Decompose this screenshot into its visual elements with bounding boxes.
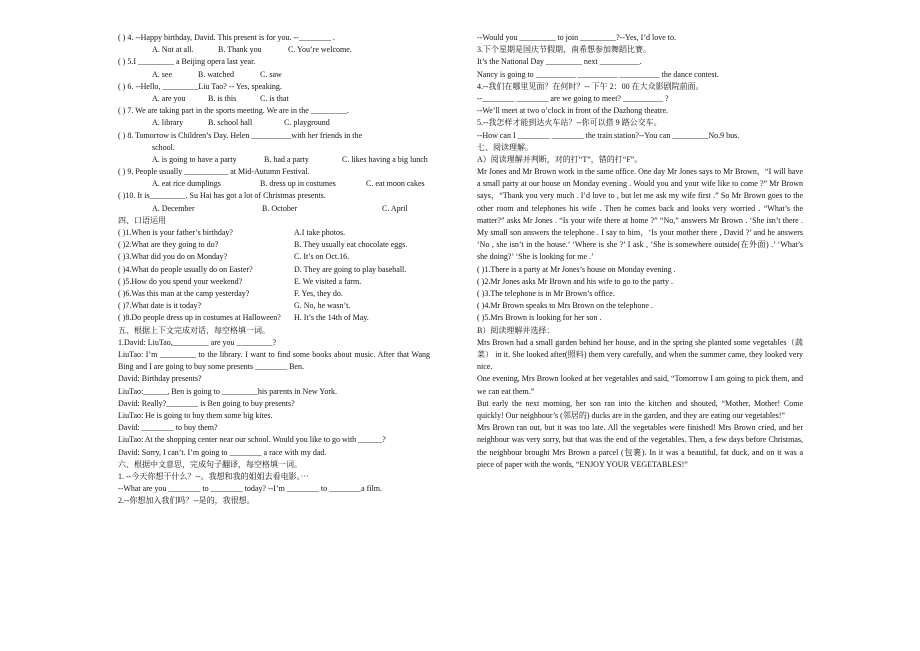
question-stem-cont: school.: [152, 142, 175, 152]
matching-answer: C. It’s on Oct.16.: [294, 252, 350, 262]
matching-question: ( )2.What are they going to do?: [118, 240, 219, 250]
right-column: [477, 32, 803, 471]
translation-line: --How can I ________ ________ the train station?--You can _________No.9 bus.: [477, 130, 740, 140]
matching-question: ( )4.What do people usually do on Easter?: [118, 264, 253, 274]
dialogue-line: LiuTao: He is going to buy them some big kites.: [118, 410, 273, 420]
question-stem: ( ) 4. --Happy birthday, David. This present is for you. --________ .: [118, 33, 335, 42]
matching-row: [118, 227, 430, 239]
translation-line: 2.--你想加入我们吗？--是的，我很想。: [118, 496, 255, 506]
matching-question: ( )5.How do you spend your weekend?: [118, 276, 243, 286]
answer-options: [118, 178, 430, 190]
answer-option: B. October: [262, 203, 298, 213]
question-stem: ( ) 6. --Hello, _________Liu Tao? -- Yes, speaking.: [118, 81, 282, 91]
answer-option: A. library: [152, 118, 184, 128]
part-b-title: B）阅读理解并选择：: [477, 325, 555, 335]
true-false-statement: ( )4.Mr Brown speaks to Mrs Brown on the telephone .: [477, 301, 653, 311]
answer-options: [118, 69, 430, 81]
matching-row: [118, 288, 430, 300]
passage-b-paragraph: Mrs Brown ran out, but it was too late. All the vegetables were finished! Mrs Brown cried, and her neighbour was very sorry, but that was the end of the vegetables. Then, a few days before Christmas, the neighbour brought Mrs Brown a parcel (包裹). In it was a beautiful, fat duck, and on it was a piece of paper with the words, “ENJOY YOUR VEGETABLES!”: [477, 423, 803, 469]
translation-line: --Would you _________ to join _________?--Yes, I’d love to.: [477, 33, 676, 42]
translation-line: 5.--我怎样才能到达火车站？--你可以搭 9 路公交车。: [477, 118, 662, 128]
answer-options: [118, 93, 430, 105]
translation-section: [118, 471, 430, 508]
answer-option: C. playground: [284, 118, 330, 128]
answer-option: B. is this: [208, 93, 237, 103]
matching-row: [118, 251, 430, 263]
answer-option: B. Thank you: [218, 45, 262, 55]
matching-row: [118, 239, 430, 251]
matching-question: ( )7.What date is it today?: [118, 301, 202, 311]
section6-title: 六、根据中文意思，完成句子翻译，每空格填一词。: [118, 459, 302, 469]
matching-question: ( )8.Do people dress up in costumes at Halloween?: [118, 313, 281, 323]
answer-option: A. December: [152, 203, 195, 213]
translation-line: Nancy is going to __________ __________ __________ the dance contest.: [477, 69, 719, 79]
question-stem: ( ) 7. We are taking part in the sports meeting. We are in the _________.: [118, 106, 349, 116]
translation-line: 4.--我们在哪里见面？在何时？-- 下午 2：00 在大众影剧院前面。: [477, 81, 704, 91]
question-stem: ( )10. It is_________. Su Hai has got a lot of Christmas presents.: [118, 191, 326, 201]
matching-answer: A.I take photos.: [294, 228, 346, 237]
translation-line: --What are you ________ to ________ today? --I’m ________ to ________a film.: [118, 484, 382, 494]
true-false-statement: ( )1.There is a party at Mr Jones’s house on Monday evening .: [477, 264, 676, 274]
answer-option: C. likes having a big lunch: [342, 154, 428, 164]
translation-line: It’s the National Day _________ next __________.: [477, 57, 642, 67]
translation-line: --We’ll meet at two o’clock in front of the Dazhong theatre.: [477, 106, 669, 116]
true-false-statement: ( )2.Mr Jones asks Mr Brown and his wife to go to the party .: [477, 276, 673, 286]
matching-answer: F. Yes, they do.: [294, 288, 343, 298]
question-stem: ( ) 9. People usually ___________ at Mid-Autumn Festival.: [118, 167, 310, 177]
true-false-statement: ( )5.Mrs Brown is looking for her son .: [477, 313, 602, 323]
multiple-choice-section: [118, 32, 430, 215]
answer-option: C. saw: [260, 69, 282, 79]
passage-b-paragraph: But early the next morning, her son ran into the kitchen and shouted, “Mother, Mother! Come quickly! Our neighbour’s (邻居的) ducks are in the garden, and they are eating our vegetables!”: [477, 398, 803, 421]
true-false-statement: ( )3.The telephone is in Mr Brown’s office.: [477, 289, 615, 299]
dialogue-line: 1.David: LiuTao,_________ are you _________?: [118, 337, 277, 347]
answer-option: B. had a party: [264, 154, 309, 164]
dialogue-line: David: Birthday presents?: [118, 374, 202, 384]
matching-answer: B. They usually eat chocolate eggs.: [294, 240, 408, 250]
matching-row: [118, 264, 430, 276]
passage-a: Mr Jones and Mr Brown work in the same office. One day Mr Jones says to Mr Brown，“I will have a small party at our house on Monday evening . Would you and your wife like to come ?” Mr Brown says，“Thank you very much . I’d love to , but let me ask my wife first .” So Mr Brown goes to the other room and telephones his wife . Then he comes back and looks very worried . “What’s the matter?” asks Mr Jones . “Is your wife there at home ?” “No,” answers Mr Brown . ‘She isn’t there . My small son answers the telephone . I say to him，‘Is your mother there , David ?’ and he answers ‘No , she isn’t in the house.’ ‘Where is she ?’ I ask , ‘She is somewhere outside(在外面) .’ ‘What’s she doing?’ ‘She is looking for me .’: [477, 167, 803, 262]
translation-line: --________ ________ are we going to meet? __________ ?: [477, 93, 669, 103]
answer-option: A. are you: [152, 93, 186, 103]
answer-options: [118, 154, 430, 166]
dialogue-line: LiuTao: I’m _________ to the library. I want to find some books about music. After that Wang Bing and I are going to buy some presents ________ Ben.: [118, 349, 430, 372]
matching-section: [118, 227, 430, 325]
section5-title: 五、根据上下文完成对话，每空格填一词。: [118, 325, 270, 335]
dialogue-line: David: Really?________ is Ben going to buy presents?: [118, 398, 295, 408]
passage-b-paragraph: Mrs Brown had a small garden behind her house, and in the spring she planted some vegetables（蔬菜） in it. She looked after(照料) them very carefully, and when the summer came, they looked very nice.: [477, 337, 803, 372]
answer-option: C. You’re welcome.: [288, 45, 352, 55]
answer-option: B. dress up in costumes: [260, 179, 336, 189]
translation-line: 1. --今天你想干什么？--。我想和我的姐姐去看电影。···: [118, 471, 309, 481]
question-stem: ( ) 5.I _________ a Beijing opera last year.: [118, 57, 256, 67]
answer-option: C. April: [382, 203, 408, 213]
matching-row: [118, 276, 430, 288]
matching-question: ( )3.What did you do on Monday?: [118, 252, 228, 262]
answer-option: B. watched: [198, 69, 234, 79]
answer-option: C. is that: [260, 93, 289, 103]
answer-option: C. eat moon cakes: [366, 179, 425, 189]
dialogue-section: [118, 337, 430, 459]
true-false-section: [477, 264, 803, 325]
passage-b: [477, 337, 803, 471]
matching-answer: E. We visited a farm.: [294, 276, 362, 286]
matching-question: ( )6.Was this man at the camp yesterday?: [118, 288, 250, 298]
answer-option: A. is going to have a party: [152, 154, 237, 164]
dialogue-line: LiuTao: At the shopping center near our school. Would you like to go with ______?: [118, 435, 386, 445]
translation-continued: [477, 32, 803, 142]
answer-options: [118, 117, 430, 129]
matching-answer: H. It’s the 14th of May.: [294, 313, 369, 323]
dialogue-line: David: Sorry, I can’t. I’m going to ________ a race with my dad.: [118, 447, 327, 457]
answer-options: [118, 203, 430, 215]
matching-question: ( )1.When is your father’s birthday?: [118, 228, 233, 237]
answer-option: A. see: [152, 69, 172, 79]
matching-answer: G. No, he wasn’t.: [294, 301, 351, 311]
matching-row: [118, 300, 430, 312]
answer-option: B. school hall: [208, 118, 253, 128]
matching-answer: D. They are going to play baseball.: [294, 264, 407, 274]
left-column: [118, 32, 430, 507]
question-stem: ( ) 8. Tomorrow is Children’s Day. Helen __________with her friends in the: [118, 130, 363, 140]
matching-row: [118, 312, 430, 324]
dialogue-line: LiuTao:______, Ben is going to _________his parents in New York.: [118, 386, 337, 396]
passage-b-paragraph: One evening, Mrs Brown looked at her vegetables and said, “Tomorrow I am going to pick them, and we can eat them.”: [477, 374, 803, 396]
section4-title: 四、口语运用: [118, 215, 166, 225]
answer-option: A. Not at all.: [152, 45, 194, 55]
part-a-title: A）阅读理解并判断，对的打“T”，错的打“F”。: [477, 154, 643, 164]
answer-options: [118, 44, 430, 56]
translation-line: 3.下个星期是国庆节假期，南希想参加舞蹈比赛。: [477, 45, 651, 55]
dialogue-line: David: ________ to buy them?: [118, 423, 218, 433]
section7-title: 七、阅读理解。: [477, 142, 533, 152]
answer-option: A. eat rice dumplings: [152, 179, 221, 189]
